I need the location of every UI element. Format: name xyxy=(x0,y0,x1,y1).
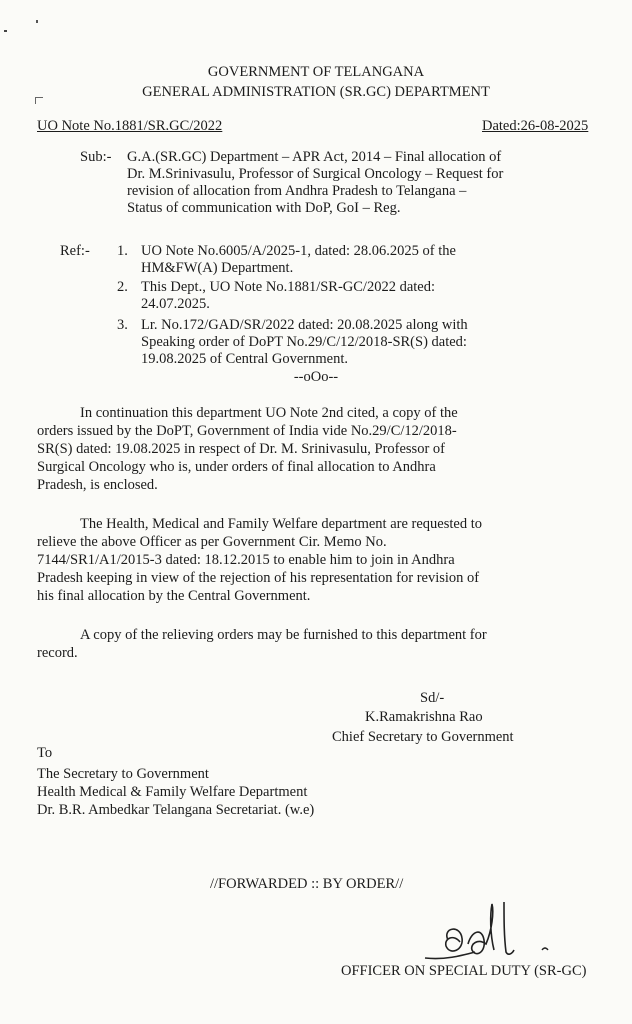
signatory-title: Chief Secretary to Government xyxy=(332,729,514,745)
scan-speck xyxy=(4,30,7,32)
ref-num: 3. xyxy=(117,317,128,333)
ref-label: Ref:- xyxy=(60,243,90,259)
subject-label: Sub:- xyxy=(80,149,112,165)
scan-speck xyxy=(35,97,43,104)
subject-line: Dr. M.Srinivasulu, Professor of Surgical Oncology – Request for xyxy=(127,166,504,182)
body-line: In continuation this department UO Note 2nd cited, a copy of the xyxy=(80,405,458,421)
ref-num: 1. xyxy=(117,243,128,259)
govt-title: GOVERNMENT OF TELANGANA xyxy=(207,64,425,80)
addressee-line: Health Medical & Family Welfare Department xyxy=(37,784,308,800)
ref-line: 19.08.2025 of Central Government. xyxy=(141,351,348,367)
subject-line: Status of communication with DoP, GoI – Reg. xyxy=(127,200,401,216)
signatory-name: K.Ramakrishna Rao xyxy=(365,709,483,725)
ref-line: This Dept., UO Note No.1881/SR-GC/2022 dated: xyxy=(141,279,436,295)
body-line: A copy of the relieving orders may be furnished to this department for xyxy=(80,627,487,643)
body-line: relieve the above Officer as per Government Cir. Memo No. xyxy=(37,534,387,550)
department-title: GENERAL ADMINISTRATION (SR.GC) DEPARTMENT xyxy=(142,84,490,100)
forwarded-line: //FORWARDED :: BY ORDER// xyxy=(210,876,404,892)
officer-designation: OFFICER ON SPECIAL DUTY (SR-GC) xyxy=(341,963,587,979)
ref-line: UO Note No.6005/A/2025-1, dated: 28.06.2025 of the xyxy=(141,243,456,259)
separator: --oOo-- xyxy=(293,369,339,385)
ref-line: 24.07.2025. xyxy=(141,296,210,312)
body-line: 7144/SR1/A1/2015-3 dated: 18.12.2015 to enable him to join in Andhra xyxy=(37,552,455,568)
body-line: Pradesh, is enclosed. xyxy=(37,477,158,493)
addressee-line: Dr. B.R. Ambedkar Telangana Secretariat. (w.e) xyxy=(37,802,315,818)
ref-line: HM&FW(A) Department. xyxy=(141,260,294,276)
note-date: Dated:26-08-2025 xyxy=(482,118,589,134)
addressee-line: The Secretary to Government xyxy=(37,766,209,782)
sd-mark: Sd/- xyxy=(420,690,445,706)
subject-line: revision of allocation from Andhra Pradesh to Telangana – xyxy=(127,183,467,199)
ref-num: 2. xyxy=(117,279,128,295)
body-line: Pradesh keeping in view of the rejection of his representation for revision of xyxy=(37,570,480,586)
body-line: SR(S) dated: 19.08.2025 in respect of Dr. M. Srinivasulu, Professor of xyxy=(37,441,445,457)
body-line: his final allocation by the Central Government. xyxy=(37,588,311,604)
scan-speck xyxy=(36,20,38,23)
to-label: To xyxy=(37,745,53,761)
ref-line: Speaking order of DoPT No.29/C/12/2018-SR(S) dated: xyxy=(141,334,467,350)
uo-note-number: UO Note No.1881/SR.GC/2022 xyxy=(37,118,223,134)
body-line: Surgical Oncology who is, under orders of final allocation to Andhra xyxy=(37,459,436,475)
body-line: record. xyxy=(37,645,78,661)
subject-line: G.A.(SR.GC) Department – APR Act, 2014 – Final allocation of xyxy=(127,149,502,165)
body-line: The Health, Medical and Family Welfare department are requested to xyxy=(80,516,482,532)
body-line: orders issued by the DoPT, Government of India vide No.29/C/12/2018- xyxy=(37,423,457,439)
ref-line: Lr. No.172/GAD/SR/2022 dated: 20.08.2025 along with xyxy=(141,317,468,333)
